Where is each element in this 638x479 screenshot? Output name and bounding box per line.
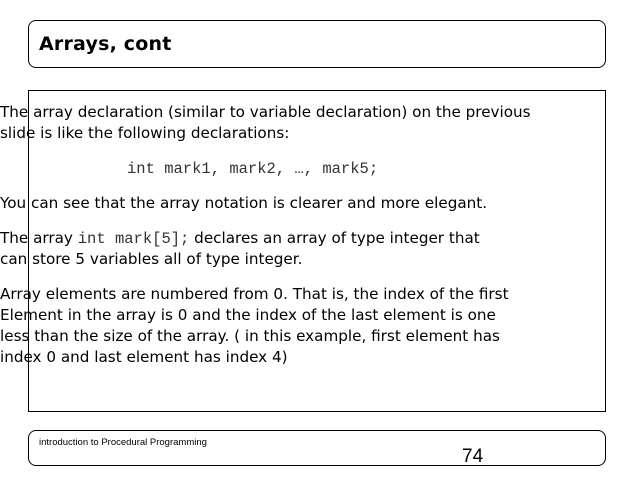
paragraph-3-line-2: can store 5 variables all of type integer. bbox=[0, 250, 303, 268]
paragraph-4-line-4: index 0 and last element has index 4) bbox=[0, 348, 288, 366]
paragraph-4-line-3: less than the size of the array. ( in this example, first element has bbox=[0, 327, 500, 345]
paragraph-2-line-1: You can see that the array notation is clearer and more elegant. bbox=[0, 194, 488, 212]
footer-box bbox=[28, 430, 606, 466]
code-declaration: int mark1, mark2, …, mark5; bbox=[127, 160, 379, 178]
inline-code-array: int mark[5]; bbox=[77, 230, 190, 248]
slide-title: Arrays, cont bbox=[39, 33, 172, 55]
paragraph-4-line-2: Element in the array is 0 and the index of the last element is one bbox=[0, 306, 496, 324]
paragraph-3-post: declares an array of type integer that bbox=[189, 229, 480, 247]
paragraph-1-line-1: The array declaration (similar to variable declaration) on the previous bbox=[0, 103, 531, 121]
paragraph-1-line-2: slide is like the following declarations: bbox=[0, 124, 290, 142]
page-number: 74 bbox=[462, 446, 484, 467]
title-box bbox=[28, 20, 606, 68]
paragraph-3-pre: The array bbox=[0, 229, 78, 247]
paragraph-4-line-1: Array elements are numbered from 0. That is, the index of the first bbox=[0, 285, 509, 303]
footer-course-title: introduction to Procedural Programming bbox=[39, 437, 207, 448]
paragraph-3-line-1 bbox=[0, 228, 610, 249]
slide-content bbox=[0, 102, 610, 368]
code-example-line bbox=[0, 158, 610, 179]
